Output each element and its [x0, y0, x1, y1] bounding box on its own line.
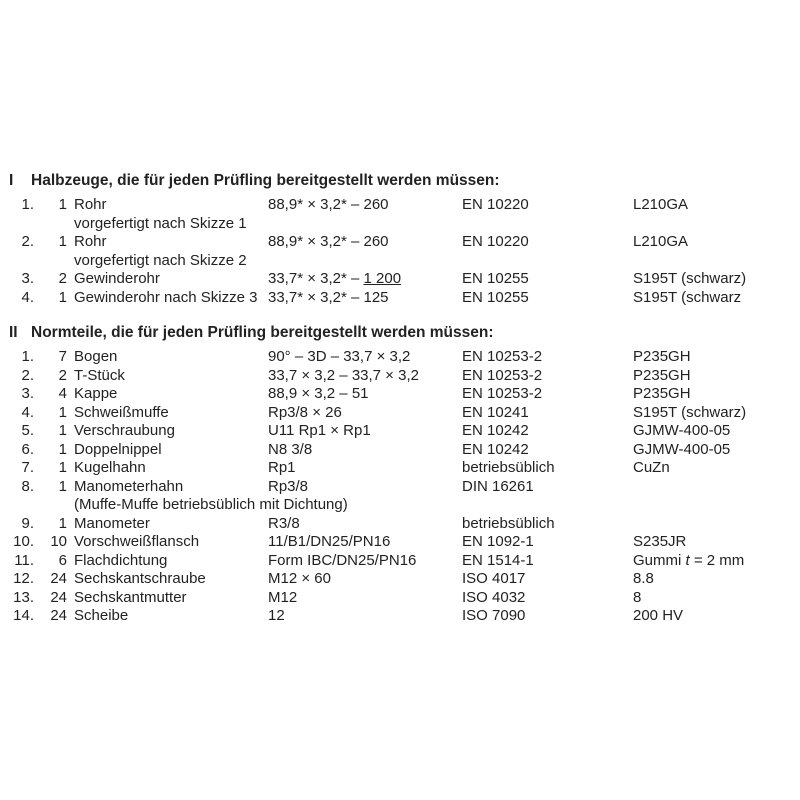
list-item — [0, 348, 800, 367]
item-name: Rohr — [74, 196, 107, 213]
item-standard: betriebsüblich — [462, 459, 555, 476]
item-dimension: Rp3/8 — [268, 477, 309, 495]
item-dimension: 33,7* × 3,2* – 125 — [268, 288, 389, 306]
item-standard: EN 10253-2 — [462, 366, 543, 384]
item-material: 8 — [633, 588, 642, 606]
item-dimension: U11 Rp1 × Rp1 — [268, 422, 371, 439]
item-name: Gewinderohr nach Skizze 3 — [74, 288, 258, 306]
item-standard: EN 10253-2 — [462, 348, 543, 365]
item-name: Rohr — [74, 233, 107, 250]
item-quantity: 24 — [50, 588, 67, 606]
item-material: S195T (schwarz) — [633, 270, 747, 287]
list-item — [0, 459, 800, 478]
section-heading — [0, 172, 800, 192]
item-material: S195T (schwarz) — [633, 403, 747, 421]
item-note: (Muffe-Muffe betriebsüblich mit Dichtung) — [74, 496, 348, 513]
item-quantity: 24 — [50, 570, 67, 587]
item-name: Kappe — [74, 385, 118, 402]
material-part: t — [685, 551, 690, 569]
item-name: Gewinderohr — [74, 270, 160, 287]
item-number: 5. — [21, 422, 34, 439]
parts-list — [0, 348, 800, 626]
section-numeral: I — [9, 172, 14, 189]
item-quantity: 1 — [58, 233, 67, 250]
item-quantity: 4 — [58, 385, 67, 402]
item-standard: ISO 7090 — [462, 607, 526, 624]
list-item — [0, 552, 800, 571]
item-standard: EN 10255 — [462, 288, 529, 306]
item-material: P235GH — [633, 348, 691, 365]
item-dimension: 88,9* × 3,2* – 260 — [268, 233, 389, 250]
item-material — [633, 552, 744, 571]
item-dimension: 11/B1/DN25/PN16 — [268, 533, 391, 550]
item-dimension: Rp3/8 × 26 — [268, 403, 342, 421]
item-standard: ISO 4032 — [462, 588, 526, 606]
item-dimension: 88,9 × 3,2 – 51 — [268, 385, 369, 402]
item-name: Sechskantschraube — [74, 570, 206, 587]
item-number: 4. — [21, 403, 34, 421]
list-item — [0, 270, 800, 289]
item-name: Scheibe — [74, 607, 129, 624]
item-material: 200 HV — [633, 607, 684, 624]
item-standard: EN 1514-1 — [462, 551, 534, 569]
item-quantity: 24 — [50, 607, 67, 624]
item-material: P235GH — [633, 366, 691, 384]
item-material: CuZn — [633, 459, 670, 476]
item-number: 1. — [21, 348, 34, 365]
item-material: P235GH — [633, 385, 691, 402]
item-dimension: M12 × 60 — [268, 570, 331, 587]
section-title: Normteile, die für jeden Prüfling bereitgestellt werden müssen: — [31, 324, 494, 341]
section-numeral: II — [9, 324, 18, 341]
list-item — [0, 422, 800, 441]
list-item — [0, 515, 800, 534]
list-item — [0, 289, 800, 308]
item-quantity: 1 — [58, 422, 67, 439]
list-item — [0, 233, 800, 252]
list-item — [0, 404, 800, 423]
list-item — [0, 441, 800, 460]
item-name: Vorschweißflansch — [74, 533, 200, 550]
material-part: = 2 mm — [689, 551, 745, 569]
dimension-prefix: 33,7* × 3,2* – — [268, 270, 364, 287]
item-name: Sechskantmutter — [74, 588, 187, 606]
list-item — [0, 533, 800, 552]
item-standard: EN 1092-1 — [462, 533, 534, 550]
item-standard: EN 10255 — [462, 270, 529, 287]
item-dimension: R3/8 — [268, 514, 300, 532]
item-quantity: 1 — [58, 459, 67, 476]
item-standard: EN 10220 — [462, 233, 529, 250]
section-title: Halbzeuge, die für jeden Prüfling bereitgestellt werden müssen: — [31, 172, 500, 189]
item-quantity: 1 — [58, 403, 67, 421]
list-item — [0, 367, 800, 386]
section-normteile — [0, 324, 800, 626]
item-note-row — [0, 215, 800, 234]
item-number: 6. — [21, 440, 34, 458]
item-dimension: 33,7 × 3,2 – 33,7 × 3,2 — [268, 366, 419, 384]
list-item — [0, 589, 800, 608]
item-dimension: Form IBC/DN25/PN16 — [268, 551, 417, 569]
item-dimension: M12 — [268, 588, 298, 606]
item-name: Verschraubung — [74, 422, 175, 439]
item-dimension: 90° – 3D – 33,7 × 3,2 — [268, 348, 411, 365]
item-number: 7. — [21, 459, 34, 476]
item-material: S195T (schwarz — [633, 288, 742, 306]
item-material: GJMW-400-05 — [633, 440, 731, 458]
parts-list — [0, 196, 800, 307]
item-quantity: 1 — [58, 514, 67, 532]
item-number: 12. — [13, 570, 34, 587]
item-number: 3. — [21, 270, 34, 287]
item-dimension: Rp1 — [268, 459, 296, 476]
item-note: vorgefertigt nach Skizze 2 — [74, 251, 247, 269]
item-number: 8. — [21, 477, 34, 495]
item-quantity: 1 — [58, 477, 67, 495]
item-quantity: 7 — [58, 348, 67, 365]
item-dimension — [268, 270, 401, 289]
item-material: L210GA — [633, 233, 689, 250]
material-part: Gummi — [633, 551, 686, 569]
item-quantity: 10 — [50, 533, 67, 550]
item-number: 4. — [21, 288, 34, 306]
item-name: Kugelhahn — [74, 459, 146, 476]
item-quantity: 1 — [58, 440, 67, 458]
item-name: Flachdichtung — [74, 551, 168, 569]
section-halbzeuge — [0, 172, 800, 307]
item-standard: EN 10253-2 — [462, 385, 543, 402]
item-note-row — [0, 496, 800, 515]
item-quantity: 1 — [58, 288, 67, 306]
item-number: 14. — [13, 607, 34, 624]
item-standard: EN 10241 — [462, 403, 529, 421]
item-number: 3. — [21, 385, 34, 402]
dimension-underlined-length: 1 200 — [363, 270, 402, 287]
item-note: vorgefertigt nach Skizze 1 — [74, 214, 247, 232]
item-quantity: 6 — [58, 551, 67, 569]
item-material: 8.8 — [633, 570, 654, 587]
item-material: GJMW-400-05 — [633, 422, 731, 439]
list-item — [0, 196, 800, 215]
item-standard: ISO 4017 — [462, 570, 526, 587]
item-dimension: 12 — [268, 607, 285, 624]
item-note-row — [0, 252, 800, 271]
list-item — [0, 607, 800, 626]
item-quantity: 2 — [58, 270, 67, 287]
item-standard: EN 10242 — [462, 422, 529, 439]
item-name: T-Stück — [74, 366, 125, 384]
item-standard: betriebsüblich — [462, 514, 555, 532]
item-name: Manometerhahn — [74, 477, 184, 495]
item-number: 11. — [14, 551, 34, 569]
item-number: 9. — [21, 514, 34, 532]
item-name: Schweißmuffe — [74, 403, 169, 421]
item-dimension: N8 3/8 — [268, 440, 313, 458]
item-name: Bogen — [74, 348, 118, 365]
item-standard: EN 10242 — [462, 440, 529, 458]
item-dimension: 88,9* × 3,2* – 260 — [268, 196, 389, 213]
list-item — [0, 478, 800, 497]
item-name: Manometer — [74, 514, 150, 532]
item-material: S235JR — [633, 533, 687, 550]
item-number: 1. — [21, 196, 34, 213]
item-standard: DIN 16261 — [462, 477, 534, 495]
item-name: Doppelnippel — [74, 440, 162, 458]
item-quantity: 2 — [58, 366, 67, 384]
item-number: 10. — [13, 533, 34, 550]
item-material: L210GA — [633, 196, 689, 213]
section-heading — [0, 324, 800, 344]
item-number: 13. — [13, 588, 34, 606]
list-item — [0, 385, 800, 404]
item-number: 2. — [21, 366, 34, 384]
list-item — [0, 570, 800, 589]
item-standard: EN 10220 — [462, 196, 529, 213]
item-quantity: 1 — [58, 196, 67, 213]
item-number: 2. — [21, 233, 34, 250]
